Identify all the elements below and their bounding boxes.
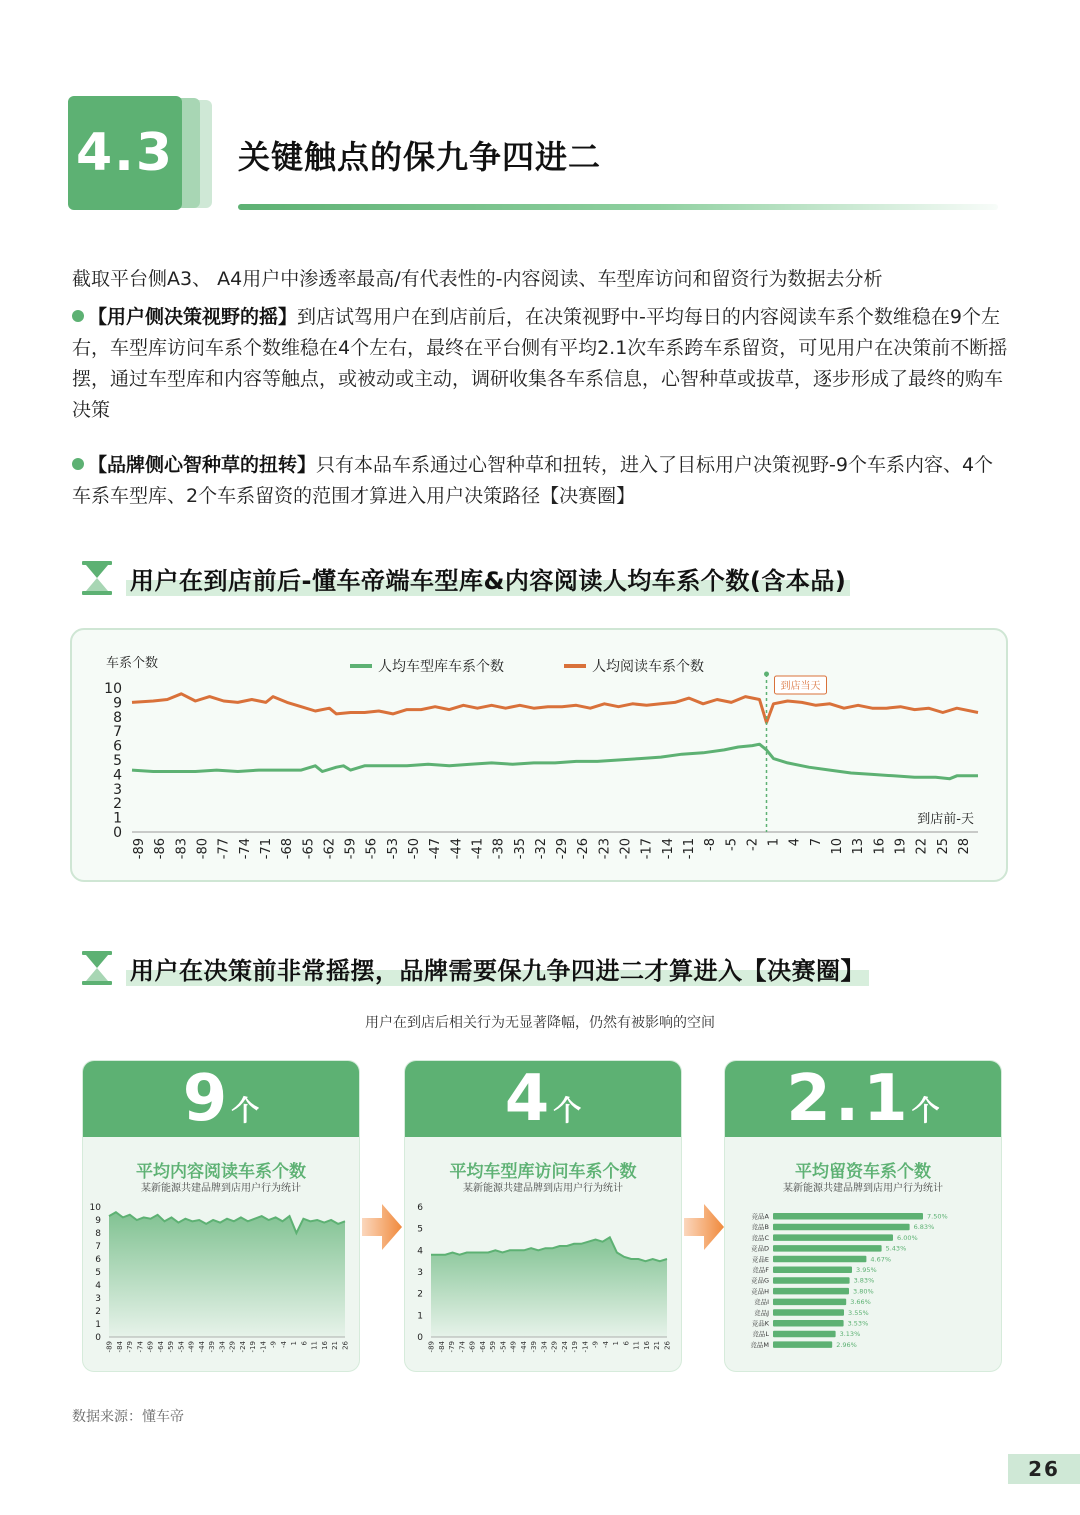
main-line-chart-svg <box>72 630 1010 884</box>
x-tick-label: -68 <box>280 838 296 860</box>
bar-value-label: 3.55% <box>848 1308 869 1317</box>
x-tick-label: -44 <box>449 838 465 860</box>
x-tick-label: -50 <box>407 838 422 860</box>
x-tick-label: -89 <box>132 838 148 860</box>
x-tick-label: -35 <box>512 838 528 860</box>
chart-heading <box>80 558 850 598</box>
x-tick-label: -64 <box>478 1341 487 1353</box>
bar <box>773 1234 893 1241</box>
x-axis-label: 到店前-天 <box>917 812 974 827</box>
x-tick-label: -29 <box>228 1341 237 1353</box>
card-title: 平均车型库访问车系个数 <box>449 1162 637 1182</box>
x-tick-label: 1 <box>766 838 782 847</box>
x-tick-label: 21 <box>653 1341 662 1350</box>
card-garage-visits <box>404 1060 682 1372</box>
x-tick-label: -59 <box>167 1341 176 1353</box>
x-tick-label: -56 <box>364 838 380 860</box>
y-tick-label: 2 <box>417 1289 423 1300</box>
x-tick-label: -79 <box>448 1341 457 1353</box>
bar-value-label: 6.83% <box>913 1223 935 1232</box>
x-tick-label: -62 <box>322 838 338 860</box>
bar-value-label: 7.50% <box>927 1212 948 1221</box>
x-tick-label: -54 <box>499 1341 508 1353</box>
x-tick-label: 16 <box>642 1341 651 1350</box>
bullet-dot-icon <box>72 458 84 470</box>
x-tick-label: -4 <box>601 1341 610 1348</box>
y-tick-label: 10 <box>104 681 122 697</box>
y-tick-label: 0 <box>417 1333 423 1343</box>
x-tick-label: -19 <box>249 1341 258 1353</box>
area-fill <box>109 1212 345 1337</box>
x-tick-label: 19 <box>893 838 909 855</box>
bar-category-label: 竞品C <box>751 1233 769 1242</box>
cards-heading <box>80 948 869 988</box>
x-tick-label: 13 <box>851 838 867 855</box>
y-tick-label: 1 <box>95 1320 101 1330</box>
card-unit: 个 <box>553 1094 582 1127</box>
x-tick-label: -83 <box>174 838 190 860</box>
section-header <box>68 96 998 216</box>
intro-text: 截取平台侧A3、 A4用户中渗透率最高/有代表性的-内容阅读、车型库访问和留资行为数据去分析 <box>72 268 883 290</box>
bar <box>773 1256 866 1263</box>
x-tick-label: 16 <box>320 1341 329 1350</box>
x-tick-label: -84 <box>437 1341 446 1353</box>
x-tick-label: -9 <box>269 1341 278 1348</box>
y-tick-label: 5 <box>113 753 122 769</box>
x-tick-label: -80 <box>195 838 211 860</box>
paragraph-brand-side <box>72 450 1012 512</box>
y-tick-label: 8 <box>113 709 122 726</box>
x-tick-label: -34 <box>218 1341 227 1353</box>
annotation-dot <box>764 672 769 677</box>
bar-value-label: 6.00% <box>897 1233 918 1242</box>
y-tick-label: 3 <box>113 781 122 798</box>
x-tick-label: -69 <box>468 1341 477 1353</box>
x-tick-label: -69 <box>146 1341 155 1353</box>
y-tick-label: 6 <box>417 1203 423 1213</box>
y-tick-label: 8 <box>95 1229 101 1239</box>
x-tick-label: 26 <box>341 1341 350 1350</box>
x-tick-label: -17 <box>639 838 655 860</box>
x-tick-label: -14 <box>581 1341 590 1353</box>
card-title: 平均内容阅读车系个数 <box>136 1162 306 1182</box>
y-tick-label: 7 <box>95 1242 101 1252</box>
x-tick-label: -38 <box>491 838 507 860</box>
bar <box>773 1277 850 1284</box>
y-tick-label: 4 <box>417 1246 423 1257</box>
bar-value-label: 4.67% <box>870 1255 892 1264</box>
bar <box>773 1224 910 1231</box>
y-tick-label: 10 <box>89 1203 101 1213</box>
y-tick-label: 2 <box>95 1307 101 1317</box>
bar-value-label: 3.80% <box>853 1287 874 1296</box>
x-tick-label: -8 <box>703 838 719 851</box>
page-number: 26 <box>1008 1454 1080 1484</box>
x-tick-label: 11 <box>310 1341 319 1350</box>
x-tick-label: -32 <box>533 838 549 860</box>
bar <box>773 1267 852 1274</box>
x-tick-label: -64 <box>156 1341 165 1353</box>
bar <box>773 1245 882 1252</box>
bar-category-label: 竞品G <box>750 1276 769 1285</box>
bar-value-label: 5.43% <box>885 1244 907 1253</box>
bar <box>773 1309 844 1316</box>
y-tick-label: 0 <box>113 825 122 841</box>
paragraph-label: 【品牌侧心智种草的扭转】 <box>88 454 317 476</box>
y-tick-label: 4 <box>95 1281 101 1291</box>
arrow-right-icon <box>684 1202 724 1252</box>
section-divider <box>238 204 998 210</box>
x-tick-label: -20 <box>618 838 634 860</box>
bar-category-label: 竞品L <box>752 1330 769 1339</box>
card-unit: 个 <box>231 1094 260 1127</box>
paragraph-user-side <box>72 302 1012 426</box>
x-tick-label: -74 <box>136 1341 145 1353</box>
x-tick-label: -39 <box>208 1341 217 1353</box>
x-tick-label: 7 <box>808 838 824 847</box>
x-tick-label: -24 <box>238 1341 247 1353</box>
card-header <box>725 1061 1001 1137</box>
x-tick-label: 6 <box>622 1341 631 1346</box>
series-line-garage <box>132 744 978 779</box>
bar-category-label: 竞品K <box>751 1319 769 1328</box>
y-tick-label: 4 <box>113 767 122 784</box>
x-tick-label: -4 <box>279 1341 288 1348</box>
bar-category-label: 竞品J <box>754 1308 769 1317</box>
legend-label-garage: 人均车型库车系个数 <box>378 659 504 675</box>
y-tick-label: 1 <box>417 1311 423 1322</box>
bar-category-label: 竞品A <box>751 1212 769 1221</box>
x-tick-label: 28 <box>956 838 972 855</box>
y-tick-label: 2 <box>113 796 122 813</box>
x-tick-label: 4 <box>787 838 803 847</box>
bar-value-label: 3.53% <box>847 1319 869 1328</box>
x-tick-label: -53 <box>385 838 401 860</box>
y-tick-label: 9 <box>95 1216 101 1226</box>
x-tick-label: -19 <box>571 1341 580 1353</box>
main-line-chart <box>70 628 1008 882</box>
card-title: 平均留资车系个数 <box>795 1162 931 1182</box>
annotation-label: 到店当天 <box>780 681 821 692</box>
x-tick-label: -79 <box>126 1341 135 1353</box>
bar <box>773 1299 846 1306</box>
hourglass-icon <box>80 560 114 596</box>
y-tick-label: 9 <box>113 695 122 712</box>
x-tick-label: 1 <box>290 1341 299 1346</box>
bar-category-label: 竞品F <box>752 1266 769 1274</box>
x-tick-label: -29 <box>550 1341 559 1353</box>
bar <box>773 1331 836 1338</box>
x-tick-label: 1 <box>612 1341 621 1346</box>
card-content-reading <box>82 1060 360 1372</box>
data-source: 数据来源：懂车帝 <box>72 1409 184 1425</box>
chart-heading-text: 用户在到店前后-懂车帝端车型库&内容阅读人均车系个数(含本品) <box>126 561 850 596</box>
bar-category-label: 竞品E <box>751 1255 769 1264</box>
x-tick-label: 21 <box>331 1341 340 1350</box>
y-tick-label: 5 <box>95 1268 101 1278</box>
bullet-dot-icon <box>72 310 84 322</box>
x-tick-label: 26 <box>663 1341 672 1350</box>
x-tick-label: -5 <box>724 838 740 851</box>
y-axis-label: 车系个数 <box>106 656 159 671</box>
card-bar-chart-leads <box>725 1197 1002 1372</box>
x-tick-label: -39 <box>530 1341 539 1353</box>
x-tick-label: -59 <box>343 838 359 860</box>
card-big-number: 2.1 <box>786 1062 912 1136</box>
card-subtitle: 某新能源共建品牌到店用户行为统计 <box>141 1183 301 1194</box>
series-line-reading <box>132 694 978 723</box>
x-tick-label: -54 <box>177 1341 186 1353</box>
section-title: 关键触点的保九争四进二 <box>238 138 602 176</box>
card-area-chart-garage <box>405 1197 682 1372</box>
cards-caption: 用户在到店后相关行为无显著降幅，仍然有被影响的空间 <box>365 1015 715 1031</box>
x-tick-label: -71 <box>258 838 274 860</box>
card-big-number: 9 <box>182 1062 232 1136</box>
x-tick-label: 6 <box>300 1341 309 1346</box>
card-subtitle: 某新能源共建品牌到店用户行为统计 <box>463 1183 623 1194</box>
y-tick-label: 0 <box>95 1333 101 1343</box>
card-subtitle: 某新能源共建品牌到店用户行为统计 <box>783 1183 943 1194</box>
paragraph-text: 只有本品车系通过心智种草和扭转，进入了目标用户决策视野-9个车系内容、4个车系车型库、2个车系留资的范围才算进入用户决策路径【决赛圈】 <box>72 454 994 507</box>
cards-heading-text: 用户在决策前非常摇摆，品牌需要保九争四进二才算进入【决赛圈】 <box>126 951 869 986</box>
x-tick-label: -77 <box>216 838 232 860</box>
x-tick-label: 16 <box>872 838 888 855</box>
x-tick-label: -26 <box>576 838 592 860</box>
x-tick-label: -24 <box>560 1341 569 1353</box>
y-tick-label: 7 <box>113 724 122 741</box>
x-tick-label: -29 <box>555 838 571 860</box>
y-tick-label: 3 <box>417 1268 423 1278</box>
card-big-number: 4 <box>504 1062 554 1136</box>
bar-category-label: 竞品H <box>751 1287 769 1296</box>
x-tick-label: -84 <box>115 1341 124 1353</box>
paragraph-label: 【用户侧决策视野的摇】 <box>88 306 298 328</box>
x-tick-label: -49 <box>509 1341 518 1353</box>
x-tick-label: -59 <box>489 1341 498 1353</box>
x-tick-label: -74 <box>458 1341 467 1353</box>
x-tick-label: -14 <box>259 1341 268 1353</box>
hourglass-icon <box>80 950 114 986</box>
x-tick-label: -2 <box>745 838 761 851</box>
bar <box>773 1320 844 1327</box>
bar-category-label: 竞品B <box>751 1223 769 1232</box>
bar <box>773 1288 849 1295</box>
bar-category-label: 竞品M <box>750 1340 769 1349</box>
bar-value-label: 3.13% <box>839 1330 861 1339</box>
y-tick-label: 3 <box>95 1294 101 1304</box>
bar-category-label: 竞品I <box>754 1298 769 1307</box>
x-tick-label: -49 <box>187 1341 196 1353</box>
card-header <box>83 1061 359 1137</box>
card-header <box>405 1061 681 1137</box>
y-tick-label: 6 <box>113 738 122 755</box>
x-tick-label: 11 <box>632 1341 641 1350</box>
x-tick-label: -34 <box>540 1341 549 1353</box>
x-tick-label: -14 <box>660 838 676 860</box>
card-leads <box>724 1060 1002 1372</box>
bar-value-label: 3.95% <box>856 1266 877 1274</box>
paragraph-text: 到店试驾用户在到店前后，在决策视野中-平均每日的内容阅读车系个数维稳在9个左右，车型库访问车系个数维稳在4个左右，最终在平台侧有平均2.1次车系跨车系留资，可见用户在决策前不断摇摆，通过车型库和内容等触点，或被动或主动，调研收集各车系信息，心智种草或拔草，逐步形成了最终的购车决策 <box>72 306 1008 421</box>
x-tick-label: -44 <box>197 1341 206 1353</box>
legend-label-reading: 人均阅读车系个数 <box>592 659 704 675</box>
section-number: 4.3 <box>68 96 182 210</box>
x-tick-label: -86 <box>153 838 169 860</box>
x-tick-label: -89 <box>105 1341 114 1353</box>
bar-category-label: 竞品D <box>750 1244 769 1253</box>
y-tick-label: 1 <box>113 810 122 827</box>
x-tick-label: -74 <box>237 838 253 860</box>
bar-value-label: 3.83% <box>853 1276 875 1285</box>
x-tick-label: 10 <box>830 838 845 855</box>
x-tick-label: -23 <box>597 838 613 860</box>
x-tick-label: 25 <box>935 838 951 855</box>
x-tick-label: -89 <box>427 1341 436 1353</box>
bar-value-label: 2.96% <box>836 1340 857 1349</box>
y-tick-label: 6 <box>95 1255 101 1265</box>
card-area-chart-reading <box>83 1197 360 1372</box>
x-tick-label: -11 <box>681 838 697 860</box>
x-tick-label: 22 <box>914 838 930 855</box>
bar <box>773 1213 923 1220</box>
x-tick-label: -41 <box>470 838 486 860</box>
arrow-right-icon <box>362 1202 402 1252</box>
card-unit: 个 <box>911 1094 940 1127</box>
bar-value-label: 3.66% <box>850 1298 871 1307</box>
x-tick-label: -44 <box>519 1341 528 1353</box>
x-tick-label: -65 <box>301 838 317 860</box>
y-tick-label: 5 <box>417 1224 423 1235</box>
bar <box>773 1341 832 1348</box>
x-tick-label: -47 <box>428 838 444 860</box>
x-tick-label: -9 <box>591 1341 600 1348</box>
